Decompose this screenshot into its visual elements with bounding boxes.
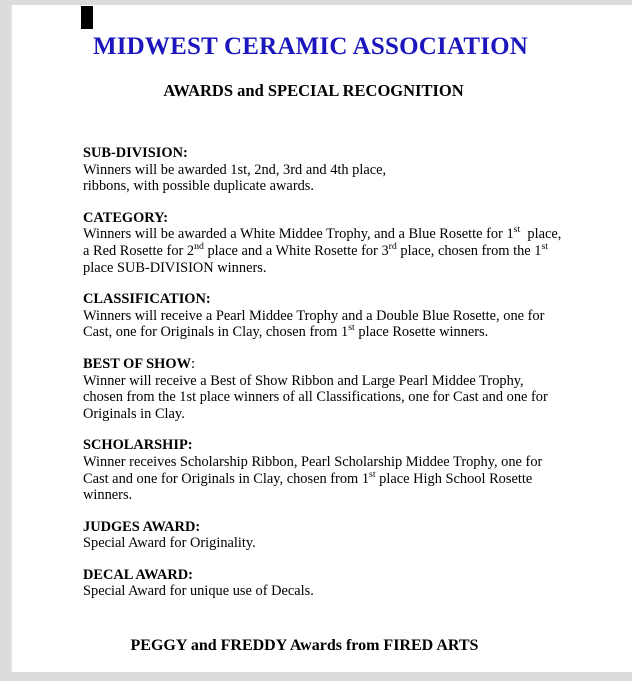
award-section-heading: SCHOLARSHIP: — [83, 437, 193, 454]
award-section-body: Winner receives Scholarship Ribbon, Pearl Scholarship Middee Trophy, one for Cast and one for Originals in Clay, chosen from 1st place High School Rosette winners. — [83, 453, 543, 504]
award-section-body: Winners will be awarded a White Middee Trophy, and a Blue Rosette for 1st place, a Red Rosette for 2nd place and a White Rosette for 3rd place, chosen from the 1st place SUB-DIVISION winners. — [83, 224, 562, 276]
award-section — [83, 567, 583, 600]
award-section-heading: DECAL AWARD: — [83, 566, 193, 583]
award-section-heading: CATEGORY: — [83, 209, 169, 226]
award-section-body: Winner will receive a Best of Show Ribbon and Large Pearl Middee Trophy, chosen from the 1st place winners of all Classifications, one for Cast and one for Originals in Clay. — [83, 372, 548, 422]
text-cursor-bar-icon — [81, 6, 93, 29]
award-section-body: Winners will receive a Pearl Middee Trophy and a Double Blue Rosette, one for Cast, one for Originals in Clay, chosen from 1st place Rosette winners. — [83, 307, 545, 341]
page-subtitle: AWARDS and SPECIAL RECOGNITION — [163, 81, 464, 100]
award-section — [83, 291, 583, 341]
page-title: MIDWEST CERAMIC ASSOCIATION — [92, 33, 529, 60]
award-section-heading: JUDGES AWARD: — [83, 518, 201, 535]
award-section-body: Special Award for unique use of Decals. — [83, 583, 314, 600]
award-section-body: Winners will be awarded 1st, 2nd, 3rd and 4th place, ribbons, with possible duplicate awards. — [83, 161, 387, 195]
award-section-heading-colon: : — [190, 355, 195, 372]
award-section — [83, 356, 583, 422]
award-section-heading-text: BEST OF SHOW — [83, 355, 191, 372]
award-section-heading: SUB-DIVISION: — [83, 145, 188, 161]
award-section-heading — [83, 356, 583, 373]
award-section — [83, 145, 583, 195]
document-page — [11, 5, 632, 672]
award-section — [83, 437, 583, 503]
award-section-heading: CLASSIFICATION: — [83, 291, 211, 308]
document-body — [83, 145, 583, 600]
page-footer: PEGGY and FREDDY Awards from FIRED ARTS — [130, 637, 479, 654]
viewer-bottom-margin — [0, 672, 632, 681]
award-section — [83, 519, 583, 552]
viewer-left-margin — [0, 0, 11, 681]
award-section — [83, 210, 583, 276]
award-section-body: Special Award for Originality. — [83, 535, 256, 552]
